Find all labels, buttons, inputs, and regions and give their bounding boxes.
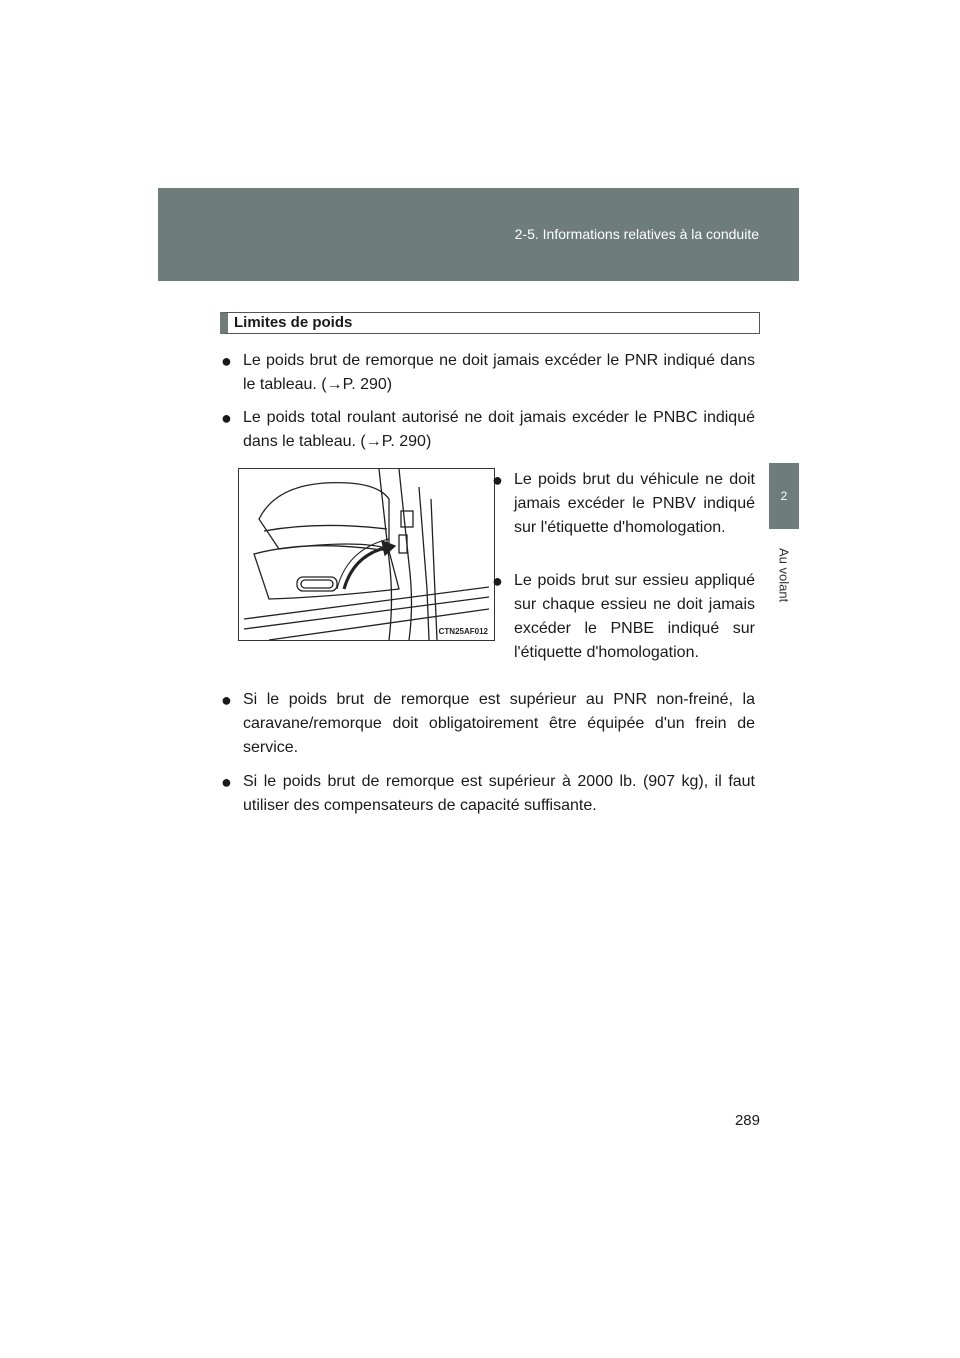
chapter-label: Au volant <box>776 547 792 603</box>
header-band <box>158 188 799 281</box>
bullet-item: ● Si le poids brut de remorque est supérieur au PNR non-freiné, la caravane/remorque doit obligatoirement être équipée d'un frein de service. <box>221 690 755 756</box>
bullet-icon: ● <box>492 470 503 490</box>
page-number: 289 <box>734 1112 760 1129</box>
bullet-item: ● Si le poids brut de remorque est supérieur à 2000 lb. (907 kg), il faut utiliser des compensateurs de capacité suffisante. <box>221 772 755 814</box>
bullet-icon: ● <box>221 351 232 371</box>
bullet-icon: ● <box>221 408 232 428</box>
bullet-item: ● Le poids brut du véhicule ne doit jamais excéder le PNBV indiqué sur l'étiquette d'homologation. <box>492 470 755 536</box>
door-label-illustration <box>238 468 495 641</box>
chapter-tab: 2 <box>769 463 799 529</box>
bullet-item: ● Le poids brut sur essieu appliqué sur chaque essieu ne doit jamais excéder le PNBE indiqué sur l'étiquette d'homologation. <box>492 571 755 661</box>
section-title: Limites de poids <box>220 312 760 334</box>
seat-door-drawing <box>239 469 494 640</box>
bullet-icon: ● <box>221 772 232 792</box>
bullet-icon: ● <box>492 571 503 591</box>
section-header: 2-5. Informations relatives à la conduite <box>514 226 759 242</box>
bullet-item: ● Le poids total roulant autorisé ne doit jamais excéder le PNBC indiqué dans le tableau. (→P. 290) <box>221 408 755 450</box>
bullet-icon: ● <box>221 690 232 710</box>
bullet-item: ● Le poids brut de remorque ne doit jamais excéder le PNR indiqué dans le tableau. (→P. 290) <box>221 351 755 393</box>
figure-code: CTN25AF012 <box>438 627 488 636</box>
